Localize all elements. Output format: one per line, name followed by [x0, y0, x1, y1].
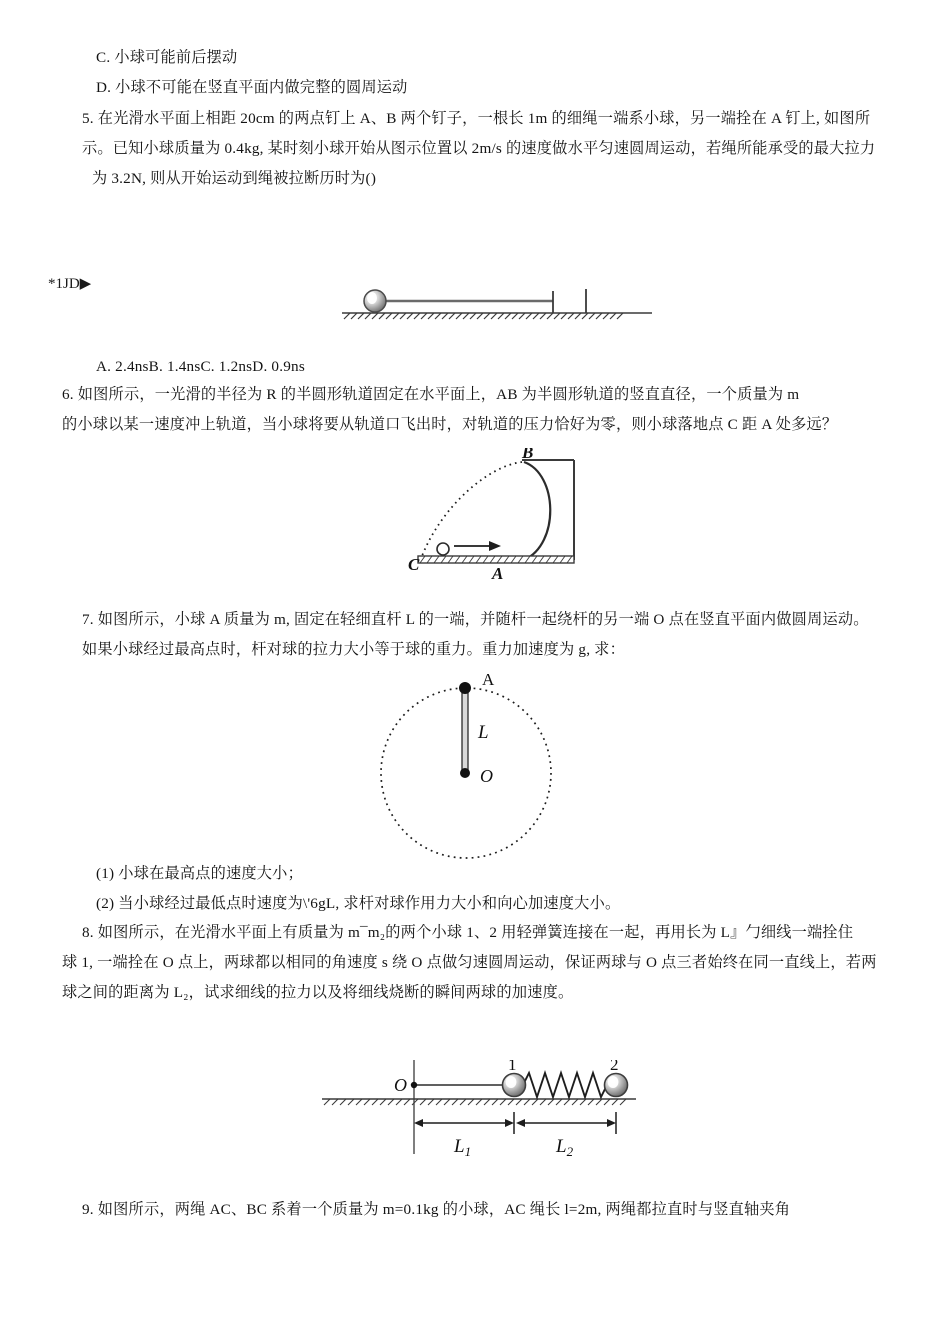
svg-text:C: C — [408, 555, 420, 574]
vertical-circle-rod-svg — [356, 672, 576, 864]
spring-two-balls-diagram — [320, 1060, 650, 1172]
svg-text:L: L — [478, 722, 489, 743]
semicircular-track-diagram — [408, 448, 608, 580]
svg-text:A: A — [482, 672, 495, 689]
svg-text:B: B — [522, 448, 534, 462]
ball-and-pins-diagram — [340, 283, 660, 325]
question-8-line-1: 8. 如图所示，在光滑水平面上有质量为 m¯m₂的两个小球 1、2 用轻弹簧连接在一起，再用长为 L』勹细线一端拴住 — [82, 924, 854, 941]
question-9-line-1: 9. 如图所示，两绳 AC、BC 系着一个质量为 m=0.1kg 的小球，AC 绳长 l=2m, 两绳都拉直时与竖直轴夹角 — [82, 1201, 791, 1218]
option-d-line: D. 小球不可能在竖直平面内做完整的圆周运动 — [96, 79, 408, 96]
question-6-line-2: 的小球以某一速度冲上轨道，当小球将要从轨道口飞出时，对轨道的压力恰好为零，则小球落地点 C 距 A 处多远？ — [62, 416, 838, 433]
question-6-line-1: 6. 如图所示，一光滑的半径为 R 的半圆形轨道固定在水平面上，AB 为半圆形轨道的竖直直径，一个质量为 m — [62, 386, 800, 403]
ball-2-label: 2 — [610, 1060, 619, 1074]
stray-marker-label: *1JD▶ — [48, 276, 92, 292]
question-5-line-3: 为 3.2N, 则从开始运动到绳被拉断历时为() — [92, 170, 377, 187]
semicircular-track-svg — [408, 448, 608, 580]
svg-text:O: O — [480, 766, 493, 786]
question-7-part-2: (2) 当小球经过最低点时速度为\'6gL, 求杆对球作用力大小和向心加速度大小。 — [96, 895, 621, 912]
question-5-line-2: 示。已知小球质量为 0.4kg, 某时刻小球开始从图示位置以 2m/s 的速度做水平匀速圆周运动，若绳所能承受的最大拉力 — [82, 140, 876, 157]
question-7-line-1: 7. 如图所示，小球 A 质量为 m, 固定在轻细直杆 L 的一端，并随杆一起绕杆的另一端 O 点在竖直平面内做圆周运动。 — [82, 611, 869, 628]
question-7-part-1: (1) 小球在最高点的速度大小； — [96, 865, 303, 882]
question-5-options: A. 2.4nsB. 1.4nsC. 1.2nsD. 0.9ns — [96, 358, 305, 375]
option-c-line: C. 小球可能前后摆动 — [96, 49, 238, 66]
question-5-line-1: 5. 在光滑水平面上相距 20cm 的两点钉上 A、B 两个钉子，一根长 1m 的细绳一端系小球，另一端拴在 A 钉上, 如图所 — [82, 110, 871, 127]
question-8-line-2: 球 1, 一端拴在 O 点上，两球都以相同的角速度 s 绕 O 点做匀速圆周运动，保证两球与 O 点三者始终在同一直线上，若两 — [62, 954, 877, 971]
question-7-line-2: 如果小球经过最高点时，杆对球的拉力大小等于球的重力。重力加速度为 g, 求： — [82, 641, 625, 658]
svg-text:A: A — [492, 564, 504, 580]
length-l2-label: $L_2$ — [556, 1136, 574, 1159]
ball-1-label: 1 — [508, 1060, 517, 1074]
origin-label: O — [394, 1075, 407, 1095]
spring-two-balls-svg — [320, 1060, 650, 1172]
question-8-line-3: 球之间的距离为 L₂，试求细线的拉力以及将细线烧断的瞬间两球的加速度。 — [62, 984, 574, 1001]
vertical-circle-rod-diagram — [356, 672, 576, 864]
length-l1-label: $L_1$ — [454, 1136, 472, 1159]
ball-and-pins-svg — [340, 283, 660, 325]
